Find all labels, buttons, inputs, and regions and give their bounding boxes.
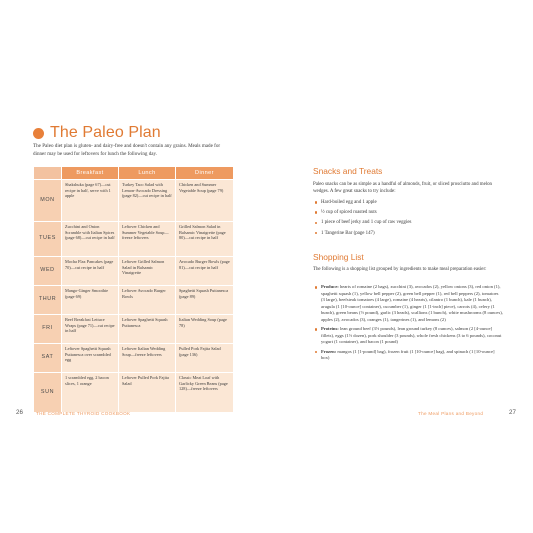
list-item — [313, 326, 503, 346]
day-label: TUES — [34, 222, 62, 257]
bullet-icon — [315, 201, 317, 203]
plan-title: The Paleo Plan — [50, 124, 161, 141]
bullet-icon — [315, 328, 317, 330]
footer-section-title: The Meal Plans and Beyond — [418, 411, 484, 416]
day-label: SUN — [34, 373, 62, 413]
header-lunch: Lunch — [119, 167, 176, 180]
bullet-icon — [315, 222, 317, 224]
snacks-heading: Snacks and Treats — [313, 166, 383, 176]
breakfast-cell: 1 scrambled egg, 2 bacon slices, 1 orange — [62, 373, 119, 413]
lunch-cell: Leftover Spaghetti Squash Puttanesca — [119, 315, 176, 344]
table-row — [34, 257, 234, 286]
table-row — [34, 222, 234, 257]
bullet-icon — [315, 286, 317, 288]
snack-list — [313, 199, 503, 240]
bullet-icon — [315, 232, 317, 234]
table-corner — [34, 167, 62, 180]
snack-text: ½ cup of spiced roasted nuts — [321, 210, 377, 216]
table-row — [34, 344, 234, 373]
category-label: Produce: — [321, 284, 339, 289]
snack-text: Hard-boiled egg and 1 apple — [321, 200, 377, 205]
left-page — [0, 0, 266, 533]
category-items: lean ground beef (3½ pounds), lean ground turkey (8 ounces), salmon (2 [4-ounce] fillets), eggs (1½ dozen), pork shoulder (3 pounds), whole fresh chickens (3 to 6 pounds), coconut yogurt (1 container), and bacon (1 pound) — [321, 326, 502, 345]
breakfast-cell: Leftover Spaghetti Squash Puttanesca over scrambled egg — [62, 344, 119, 373]
day-label: MON — [34, 180, 62, 222]
plan-intro: The Paleo diet plan is gluten- and dairy-free and doesn't contain any grains. Meals made for dinner may be used for leftovers for lunch the following day. — [33, 143, 221, 157]
dinner-cell: Pulled Pork Fajita Salad (page 136) — [176, 344, 234, 373]
bullet-icon — [315, 351, 317, 353]
dinner-cell: Classic Meat Loaf with Garlicky Green Beans (page 128)—freeze leftovers — [176, 373, 234, 413]
list-item — [313, 230, 503, 237]
list-item — [313, 284, 503, 324]
snack-text: 1 Tangerine Bar (page 147) — [321, 230, 375, 236]
category-items: mangos (1 [1-pound] bag), frozen fruit (1 [10-ounce] bag), and spinach (1 [10-ounce] box) — [321, 348, 495, 361]
plan-title-row — [33, 124, 161, 142]
day-label: FRI — [34, 315, 62, 344]
list-item — [313, 219, 503, 226]
meal-plan-table — [33, 166, 234, 413]
lunch-cell: Leftover Avocado Burger Bowls — [119, 286, 176, 315]
lunch-cell: Leftover Grilled Salmon Salad in Balsamic Vinaigrette — [119, 257, 176, 286]
list-item — [313, 199, 503, 206]
breakfast-cell: Zucchini and Onion Scramble with Italian Spices (page 68)—cut recipe in half — [62, 222, 119, 257]
snack-text: 1 piece of beef jerky and 1 cup of raw veggies — [321, 220, 412, 226]
shopping-list — [313, 284, 503, 364]
lunch-cell: Turkey Taco Salad with Lemon-Avocado Dressing (page 82)—cut recipe in half — [119, 180, 176, 222]
page-number-left: 26 — [16, 409, 23, 416]
list-item — [313, 209, 503, 216]
header-dinner: Dinner — [176, 167, 234, 180]
lunch-cell: Leftover Chicken and Summer Vegetable Soup—freeze leftovers — [119, 222, 176, 257]
header-breakfast: Breakfast — [62, 167, 119, 180]
category-label: Proteins: — [321, 326, 339, 332]
breakfast-cell: Beef Breakfast Lettuce Wraps (page 71)—cut recipe in half — [62, 315, 119, 344]
orange-circle-icon — [33, 128, 44, 139]
day-label: SAT — [34, 344, 62, 373]
day-label: THUR — [34, 286, 62, 315]
breakfast-cell: Mocha Flax Pancakes (page 70)—cut recipe in half — [62, 257, 119, 286]
breakfast-cell: Mango-Ginger Smoothie (page 69) — [62, 286, 119, 315]
category-label: Frozen: — [321, 348, 337, 354]
page-number-right: 27 — [509, 409, 516, 416]
shopping-heading: Shopping List — [313, 252, 364, 262]
table-row — [34, 373, 234, 413]
table-row — [34, 315, 234, 344]
dinner-cell: Avocado Burger Bowls (page 81)—cut recipe in half — [176, 257, 234, 286]
breakfast-cell: Shakshuka (page 67)—cut recipe in half, serve with 1 apple — [62, 180, 119, 222]
table-row — [34, 180, 234, 222]
snacks-intro: Paleo snacks can be as simple as a handful of almonds, fruit, or sliced prosciutto and melon wedges. A few great snacks to try include: — [313, 182, 493, 195]
lunch-cell: Leftover Italian Wedding Soup—freeze leftovers — [119, 344, 176, 373]
footer-book-title: THE COMPLETE THYROID COOKBOOK — [36, 411, 131, 416]
bullet-icon — [315, 211, 317, 213]
lunch-cell: Leftover Pulled Pork Fajita Salad — [119, 373, 176, 413]
shopping-intro: The following is a shopping list grouped by ingredients to make meal preparation easier: — [313, 267, 487, 272]
table-row — [34, 286, 234, 315]
day-label: WED — [34, 257, 62, 286]
table-header-row — [34, 167, 234, 180]
category-items: hearts of romaine (2 bags), zucchini (3), avocados (2), yellow onions (3), red onion (1), spaghetti squash (1), yellow bell pepper (2), green bell pepper (1), red bell peppers (2), tomatoes (3 large), beefsteak tomatoes (4 large), romaine (4 hearts), cilantro (1 bunch), kale (1 bunch), arugula (1 [10-ounce] container), cucumber (1), ginger (1 [1-inch] piece), carrots (4), celery (1 bunch), green beans (½ pound), garlic (3 heads), scallions (1 bunch), white mushrooms (8 ounces), apples (2), avocados (3), oranges (1), tangerines (1), and lemons (2) — [321, 284, 503, 322]
dinner-cell: Spaghetti Squash Puttanesca (page 89) — [176, 286, 234, 315]
dinner-cell: Chicken and Summer Vegetable Soup (page 79) — [176, 180, 234, 222]
dinner-cell: Italian Wedding Soup (page 78) — [176, 315, 234, 344]
list-item — [313, 349, 503, 362]
dinner-cell: Grilled Salmon Salad in Balsamic Vinaigrette (page 80)—cut recipe in half — [176, 222, 234, 257]
